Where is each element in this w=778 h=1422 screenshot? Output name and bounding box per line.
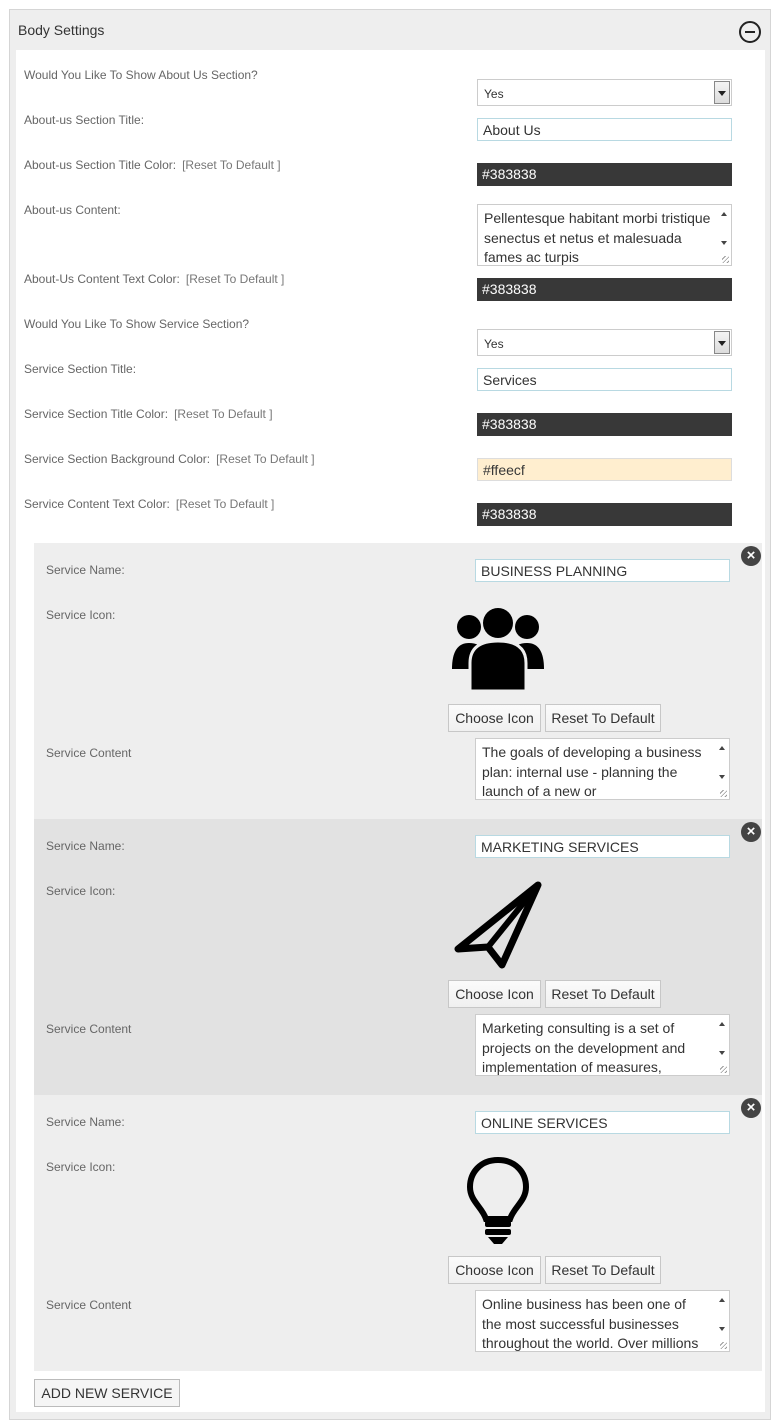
- about-content-label: About-us Content:: [24, 203, 121, 217]
- service-title-label: Service Section Title:: [24, 362, 137, 376]
- service-content-text: Marketing consulting is a set of projects on the development and implementation of measures,: [482, 1020, 686, 1075]
- service-name-input[interactable]: ONLINE SERVICES: [475, 1111, 730, 1134]
- dropdown-arrow-icon[interactable]: [714, 81, 730, 104]
- about-content-textarea[interactable]: [477, 204, 732, 266]
- show-service-value: Yes: [484, 337, 504, 351]
- about-title-color-label-text: About-us Section Title Color:: [24, 158, 177, 172]
- scroll-down-icon[interactable]: [719, 1051, 725, 1055]
- panel-body: [16, 50, 765, 1412]
- service-content-label: Service Content: [46, 746, 132, 760]
- service-name-input[interactable]: BUSINESS PLANNING: [475, 559, 730, 582]
- service-bg-color-label: [24, 452, 315, 466]
- panel-header[interactable]: [10, 10, 770, 50]
- service-content-textarea[interactable]: [475, 1290, 730, 1352]
- service-icon-label: Service Icon:: [46, 884, 116, 898]
- remove-service-icon[interactable]: ×: [741, 822, 761, 842]
- service-content-text: Online business has been one of the most successful businesses throughout the world. Over millions: [482, 1296, 699, 1351]
- dropdown-arrow-icon[interactable]: [714, 331, 730, 354]
- panel-title: Body Settings: [18, 22, 105, 38]
- about-content-text: Pellentesque habitant morbi tristique senectus et netus et malesuada fames ac turpis: [484, 210, 711, 265]
- service-icon-label: Service Icon:: [46, 608, 116, 622]
- show-service-select[interactable]: [477, 329, 732, 356]
- resize-grip-icon[interactable]: [720, 1342, 727, 1349]
- service-title-input[interactable]: Services: [477, 368, 732, 391]
- paper-plane-icon: [452, 881, 552, 981]
- reset-icon-button[interactable]: Reset To Default: [545, 704, 661, 732]
- service-name-input[interactable]: MARKETING SERVICES: [475, 835, 730, 858]
- about-title-label: About-us Section Title:: [24, 113, 145, 127]
- service-text-color-label: [24, 497, 274, 511]
- about-title-color-input[interactable]: #383838: [477, 163, 732, 186]
- service-text-color-input[interactable]: #383838: [477, 503, 732, 526]
- service-content-textarea[interactable]: [475, 1014, 730, 1076]
- scroll-up-icon[interactable]: [721, 212, 727, 216]
- show-about-label: Would You Like To Show About Us Section?: [24, 68, 258, 82]
- reset-about-text-color-link[interactable]: [Reset To Default ]: [185, 272, 285, 286]
- choose-icon-button[interactable]: Choose Icon: [448, 980, 541, 1008]
- service-title-color-input[interactable]: #383838: [477, 413, 732, 436]
- resize-grip-icon[interactable]: [720, 1066, 727, 1073]
- scroll-down-icon[interactable]: [719, 775, 725, 779]
- users-group-icon: [450, 605, 550, 705]
- body-settings-panel: [9, 9, 771, 1420]
- show-about-select[interactable]: [477, 79, 732, 106]
- about-text-color-label: [24, 272, 284, 286]
- show-service-label: Would You Like To Show Service Section?: [24, 317, 250, 331]
- reset-icon-button[interactable]: Reset To Default: [545, 1256, 661, 1284]
- reset-service-text-color-link[interactable]: [Reset To Default ]: [175, 497, 275, 511]
- service-name-label: Service Name:: [46, 839, 125, 853]
- service-content-label: Service Content: [46, 1298, 132, 1312]
- resize-grip-icon[interactable]: [722, 256, 729, 263]
- about-title-color-label: [24, 158, 281, 172]
- service-bg-color-label-text: Service Section Background Color:: [24, 452, 211, 466]
- reset-icon-button[interactable]: Reset To Default: [545, 980, 661, 1008]
- service-icon-label: Service Icon:: [46, 1160, 116, 1174]
- resize-grip-icon[interactable]: [720, 790, 727, 797]
- service-title-color-label: [24, 407, 273, 421]
- service-name-label: Service Name:: [46, 1115, 125, 1129]
- scroll-down-icon[interactable]: [719, 1327, 725, 1331]
- scroll-up-icon[interactable]: [719, 1022, 725, 1026]
- about-title-input[interactable]: About Us: [477, 118, 732, 141]
- scroll-down-icon[interactable]: [721, 241, 727, 245]
- service-content-label: Service Content: [46, 1022, 132, 1036]
- reset-about-title-color-link[interactable]: [Reset To Default ]: [182, 158, 281, 172]
- remove-service-icon[interactable]: ×: [741, 1098, 761, 1118]
- remove-service-icon[interactable]: ×: [741, 546, 761, 566]
- service-content-text: The goals of developing a business plan: internal use - planning the launch of a new or: [482, 744, 702, 799]
- scroll-up-icon[interactable]: [719, 1298, 725, 1302]
- choose-icon-button[interactable]: Choose Icon: [448, 704, 541, 732]
- collapse-icon[interactable]: [739, 21, 761, 43]
- service-item: [34, 1095, 762, 1371]
- lightbulb-icon: [466, 1155, 566, 1255]
- service-item: [34, 819, 762, 1095]
- reset-service-bg-color-link[interactable]: [Reset To Default ]: [216, 452, 315, 466]
- add-new-service-button[interactable]: ADD NEW SERVICE: [34, 1379, 180, 1407]
- service-content-textarea[interactable]: [475, 738, 730, 800]
- service-text-color-label-text: Service Content Text Color:: [24, 497, 170, 511]
- about-text-color-label-text: About-Us Content Text Color:: [24, 272, 180, 286]
- show-about-value: Yes: [484, 87, 504, 101]
- service-title-color-label-text: Service Section Title Color:: [24, 407, 169, 421]
- scroll-up-icon[interactable]: [719, 746, 725, 750]
- choose-icon-button[interactable]: Choose Icon: [448, 1256, 541, 1284]
- about-text-color-input[interactable]: #383838: [477, 278, 732, 301]
- reset-service-title-color-link[interactable]: [Reset To Default ]: [174, 407, 273, 421]
- service-item: [34, 543, 762, 819]
- service-name-label: Service Name:: [46, 563, 125, 577]
- service-bg-color-input[interactable]: #ffeecf: [477, 458, 732, 481]
